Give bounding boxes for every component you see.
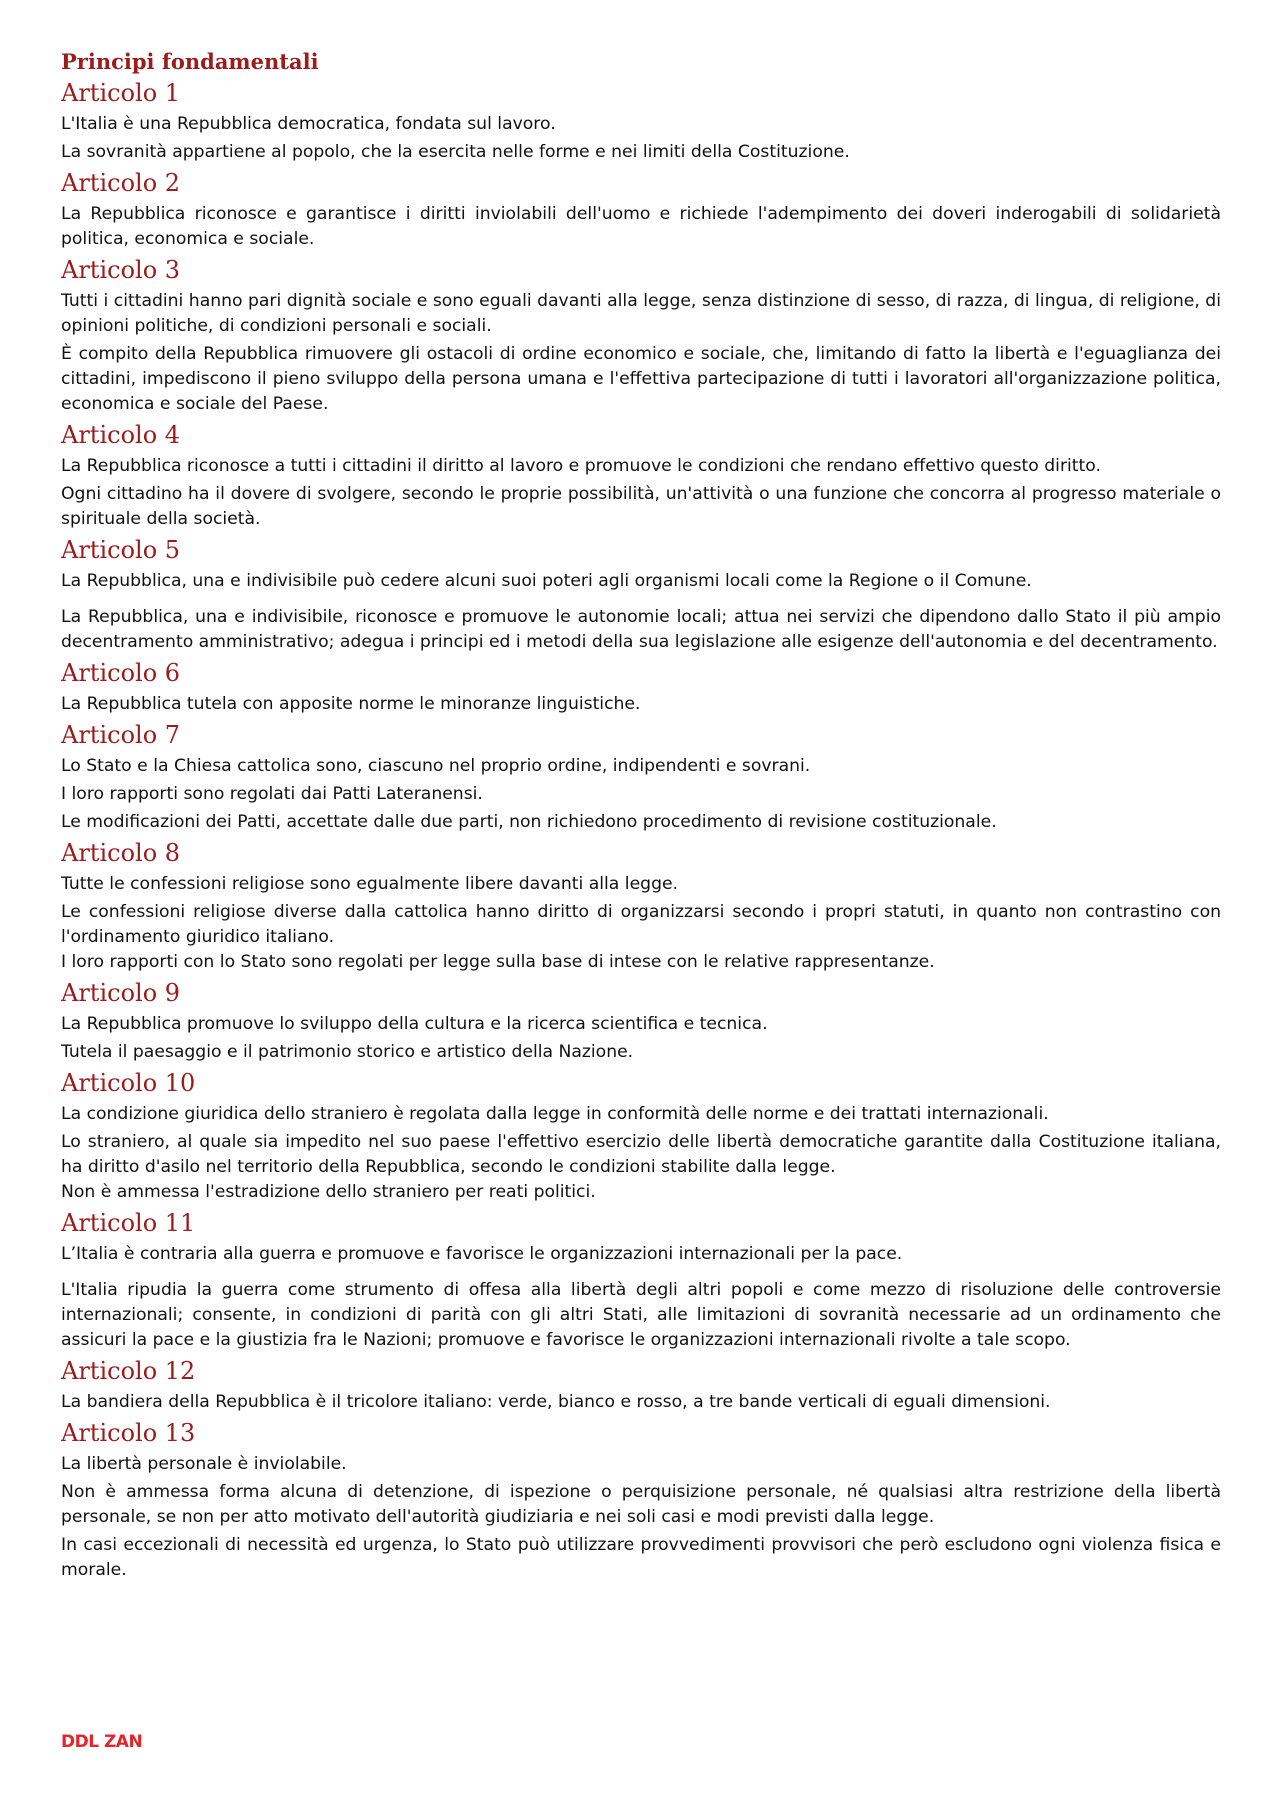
article-8-paragraph-3: I loro rapporti con lo Stato sono regolati per legge sulla base di intese con le relative rappresentanze. (61, 952, 935, 972)
article-6-paragraph-1: La Repubblica tutela con apposite norme le minoranze linguistiche. (61, 694, 641, 714)
article-6-heading: Articolo 6 (61, 659, 181, 687)
article-9-heading: Articolo 9 (61, 979, 181, 1007)
article-10-paragraph-3: Non è ammessa l'estradizione dello straniero per reati politici. (61, 1182, 596, 1202)
article-2-paragraph-1: La Repubblica riconosce e garantisce i diritti inviolabili dell'uomo e richiede l'adempimento dei doveri inderogabili di solidarietà politica, economica e sociale. (61, 204, 1221, 249)
article-1-paragraph-2: La sovranità appartiene al popolo, che la esercita nelle forme e nei limiti della Costituzione. (61, 142, 850, 162)
article-8-paragraph-1: Tutte le confessioni religiose sono egualmente libere davanti alla legge. (61, 874, 679, 894)
article-13-heading: Articolo 13 (61, 1419, 196, 1447)
footer-label: DDL ZAN (61, 1732, 143, 1752)
article-11-paragraph-1: L’Italia è contraria alla guerra e promuove e favorisce le organizzazioni internazionali per la pace. (61, 1244, 903, 1264)
document-page (61, 48, 1221, 1586)
article-5-paragraph-1: La Repubblica, una e indivisibile può cedere alcuni suoi poteri agli organismi locali come la Regione o il Comune. (61, 571, 1032, 591)
article-4-heading: Articolo 4 (61, 421, 181, 449)
article-10-paragraph-2: Lo straniero, al quale sia impedito nel suo paese l'effettivo esercizio delle libertà democratiche garantite dalla Costituzione italiana, ha diritto d'asilo nel territorio della Repubblica, secondo le condizioni stabilite dalla legge. (61, 1132, 1221, 1177)
article-2-heading: Articolo 2 (61, 169, 181, 197)
article-3-paragraph-1: Tutti i cittadini hanno pari dignità sociale e sono eguali davanti alla legge, senza distinzione di sesso, di razza, di lingua, di religione, di opinioni politiche, di condizioni personali e sociali. (61, 291, 1221, 336)
article-13-paragraph-1: La libertà personale è inviolabile. (61, 1454, 347, 1474)
article-3-heading: Articolo 3 (61, 256, 181, 284)
article-7-paragraph-1: Lo Stato e la Chiesa cattolica sono, ciascuno nel proprio ordine, indipendenti e sovrani. (61, 756, 811, 776)
article-7-heading: Articolo 7 (61, 721, 181, 749)
article-1-paragraph-1: L'Italia è una Repubblica democratica, fondata sul lavoro. (61, 114, 556, 134)
article-12-heading: Articolo 12 (61, 1357, 196, 1385)
article-9-paragraph-2: Tutela il paesaggio e il patrimonio storico e artistico della Nazione. (61, 1042, 634, 1062)
article-4-paragraph-2: Ogni cittadino ha il dovere di svolgere, secondo le proprie possibilità, un'attività o una funzione che concorra al progresso materiale o spirituale della società. (61, 484, 1221, 529)
article-8-heading: Articolo 8 (61, 839, 181, 867)
article-12-paragraph-1: La bandiera della Repubblica è il tricolore italiano: verde, bianco e rosso, a tre bande verticali di eguali dimensioni. (61, 1392, 1051, 1412)
article-11-heading: Articolo 11 (61, 1209, 196, 1237)
article-1-heading: Articolo 1 (61, 79, 181, 107)
article-13-paragraph-3: In casi eccezionali di necessità ed urgenza, lo Stato può utilizzare provvedimenti provvisori che però escludono ogni violenza fisica e morale. (61, 1535, 1221, 1580)
article-13-paragraph-2: Non è ammessa forma alcuna di detenzione, di ispezione o perquisizione personale, né qualsiasi altra restrizione della libertà personale, se non per atto motivato dell'autorità giudiziaria e nei soli casi e modi previsti dalla legge. (61, 1482, 1221, 1527)
article-7-paragraph-3: Le modificazioni dei Patti, accettate dalle due parti, non richiedono procedimento di revisione costituzionale. (61, 812, 997, 832)
article-10-paragraph-1: La condizione giuridica dello straniero è regolata dalla legge in conformità delle norme e dei trattati internazionali. (61, 1104, 1049, 1124)
article-3-paragraph-2: È compito della Repubblica rimuovere gli ostacoli di ordine economico e sociale, che, limitando di fatto la libertà e l'eguaglianza dei cittadini, impediscono il pieno sviluppo della persona umana e l'effettiva partecipazione di tutti i lavoratori all'organizzazione politica, economica e sociale del Paese. (61, 344, 1221, 414)
article-5-heading: Articolo 5 (61, 536, 181, 564)
article-5-paragraph-2: La Repubblica, una e indivisibile, riconosce e promuove le autonomie locali; attua nei servizi che dipendono dallo Stato il più ampio decentramento amministrativo; adegua i principi ed i metodi della sua legislazione alle esigenze dell'autonomia e del decentramento. (61, 607, 1221, 652)
article-11-paragraph-2: L'Italia ripudia la guerra come strumento di offesa alla libertà degli altri popoli e come mezzo di risoluzione delle controversie internazionali; consente, in condizioni di parità con gli altri Stati, alle limitazioni di sovranità necessarie ad un ordinamento che assicuri la pace e la giustizia fra le Nazioni; promuove e favorisce le organizzazioni internazionali rivolte a tale scopo. (61, 1280, 1221, 1350)
section-title: Principi fondamentali (61, 49, 319, 74)
article-8-paragraph-2: Le confessioni religiose diverse dalla cattolica hanno diritto di organizzarsi secondo i propri statuti, in quanto non contrastino con l'ordinamento giuridico italiano. (61, 902, 1221, 947)
article-4-paragraph-1: La Repubblica riconosce a tutti i cittadini il diritto al lavoro e promuove le condizioni che rendano effettivo questo diritto. (61, 456, 1101, 476)
article-7-paragraph-2: I loro rapporti sono regolati dai Patti Lateranensi. (61, 784, 483, 804)
article-10-heading: Articolo 10 (61, 1069, 196, 1097)
article-9-paragraph-1: La Repubblica promuove lo sviluppo della cultura e la ricerca scientifica e tecnica. (61, 1014, 768, 1034)
